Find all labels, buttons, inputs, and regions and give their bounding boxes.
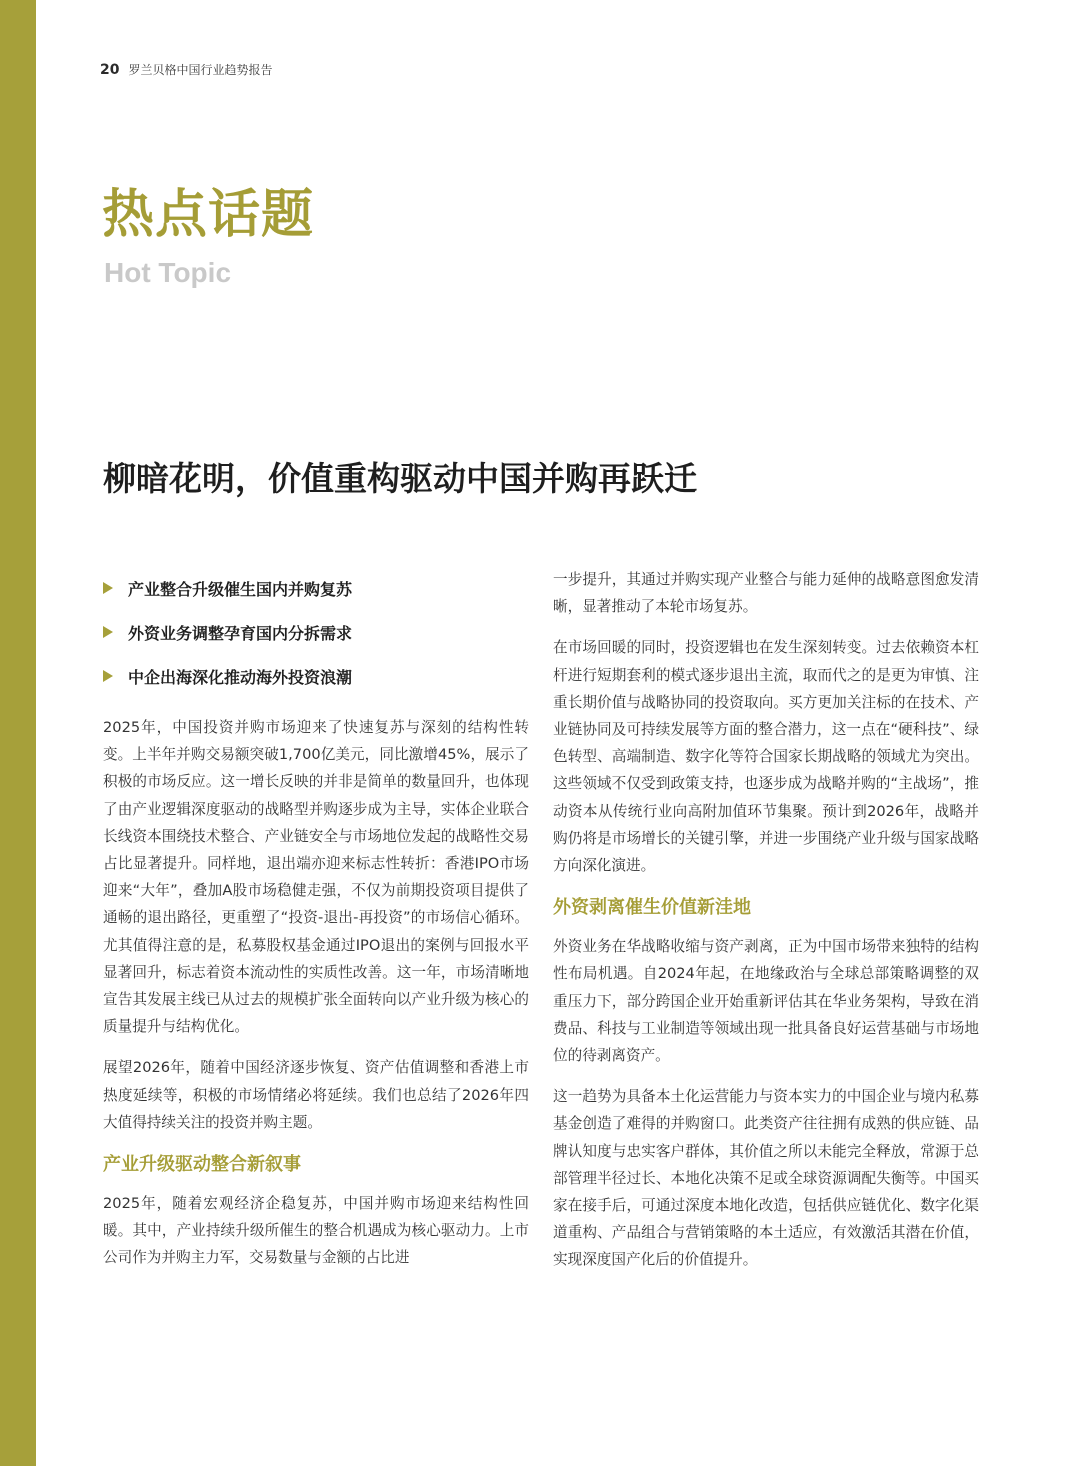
body-paragraph: 外资业务在华战略收缩与资产剥离，正为中国市场带来独特的结构性布局机遇。自2024年起，在地缘政治与全球总部策略调整的双重压力下，部分跨国企业开始重新评估其在华业务架构，导致在消费品、科技与工业制造等领域出现一批具备良好运营基础与市场地位的待剥离资产。	[553, 938, 979, 1065]
key-point	[103, 566, 529, 610]
report-title: 罗兰贝格中国行业趋势报告	[128, 63, 273, 77]
subsection-heading: 产业升级驱动整合新叙事	[103, 1154, 301, 1176]
body-paragraph: 这一趋势为具备本土化运营能力与资本实力的中国企业与境内私募基金创造了难得的并购窗口。此类资产往往拥有成熟的供应链、品牌认知度与忠实客户群体，其价值之所以未能完全释放，常源于总部管理半径过长、本地化决策不足或全球资源调配失衡等。中国买家在接手后，可通过深度本地化改造，包括供应链优化、数字化渠道重构、产品组合与营销策略的本土适应，有效激活其潜在价值，实现深度国产化后的价值提升。	[553, 1088, 979, 1269]
side-accent-bar	[0, 0, 36, 1466]
body-paragraph: 2025年，中国投资并购市场迎来了快速复苏与深刻的结构性转变。上半年并购交易额突破1,700亿美元，同比激增45%，展示了积极的市场反应。这一增长反映的并非是简单的数量回升，也体现了由产业逻辑深度驱动的战略型并购逐步成为主导，实体企业联合长线资本围绕技术整合、产业链安全与市场地位发起的战略性交易占比显著提升。同样地，退出端亦迎来标志性转折：香港IPO市场迎来“大年”，叠加A股市场稳健走强，不仅为前期投资项目提供了通畅的退出路径，更重塑了“投资-退出-再投资”的市场信心循环。尤其值得注意的是，私募股权基金通过IPO退出的案例与回报水平显著回升，标志着资本流动性的实质性改善。这一年，市场清晰地宣告其发展主线已从过去的规模扩张全面转向以产业升级为核心的质量提升与结构优化。	[103, 719, 529, 1036]
key-points-list	[103, 566, 529, 698]
triangle-bullet-icon	[103, 626, 113, 638]
running-header	[100, 61, 273, 79]
left-column	[103, 566, 529, 1286]
triangle-bullet-icon	[103, 670, 113, 682]
subsection-heading: 外资剥离催生价值新洼地	[553, 897, 751, 919]
key-point-text: 中企出海深化推动海外投资浪潮	[128, 667, 353, 687]
key-point	[103, 610, 529, 654]
body-paragraph: 在市场回暖的同时，投资逻辑也在发生深刻转变。过去依赖资本杠杆进行短期套利的模式逐步退出主流，取而代之的是更为审慎、注重长期价值与战略协同的投资取向。买方更加关注标的在技术、产业链协同及可持续发展等方面的整合潜力，这一点在“硬科技”、绿色转型、高端制造、数字化等符合国家长期战略的领域尤为突出。这些领域不仅受到政策支持，也逐步成为战略并购的“主战场”，推动资本从传统行业向高附加值环节集聚。预计到2026年，战略并购仍将是市场增长的关键引擎，并进一步围绕产业升级与国家战略方向深化演进。	[553, 639, 979, 875]
right-column	[553, 566, 979, 1288]
body-paragraph: 一步提升，其通过并购实现产业整合与能力延伸的战略意图愈发清晰，显著推动了本轮市场复苏。	[553, 571, 979, 616]
triangle-bullet-icon	[103, 582, 113, 594]
key-point	[103, 654, 529, 698]
section-title: 热点话题	[102, 185, 315, 245]
section-subtitle: Hot Topic	[104, 257, 232, 288]
body-paragraph: 2025年，随着宏观经济企稳复苏，中国并购市场迎来结构性回暖。其中，产业持续升级所催生的整合机遇成为核心驱动力。上市公司作为并购主力军，交易数量与金额的占比进	[103, 1195, 529, 1267]
page-number: 20	[100, 62, 120, 78]
key-point-text: 外资业务调整孕育国内分拆需求	[128, 623, 353, 643]
article-title: 柳暗花明，价值重构驱动中国并购再跃迁	[103, 459, 697, 498]
body-paragraph: 展望2026年，随着中国经济逐步恢复、资产估值调整和香港上市热度延续等，积极的市场情绪必将延续。我们也总结了2026年四大值得持续关注的投资并购主题。	[103, 1059, 529, 1131]
key-point-text: 产业整合升级催生国内并购复苏	[128, 579, 353, 599]
